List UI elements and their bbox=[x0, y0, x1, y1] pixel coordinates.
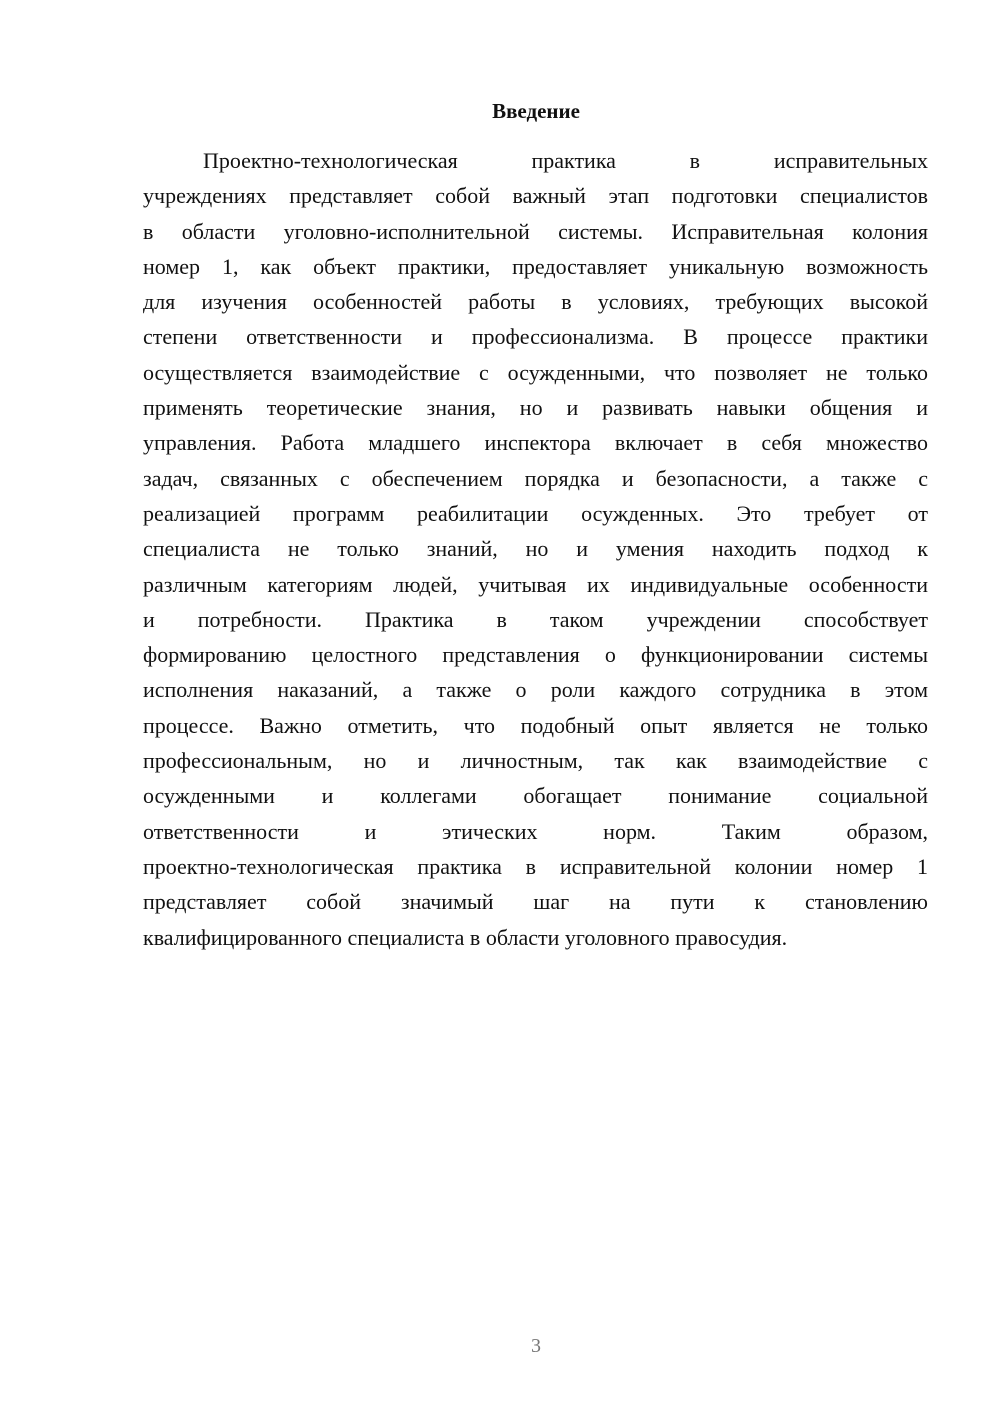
paragraph-line: для изучения особенностей работы в условиях, требующих высокой bbox=[143, 289, 928, 315]
page-number: 3 bbox=[531, 1335, 541, 1357]
paragraph-line: специалиста не только знаний, но и умения находить подход к bbox=[143, 536, 928, 562]
body-paragraph bbox=[143, 143, 928, 955]
paragraph-line: реализацией программ реабилитации осужденных. Это требует от bbox=[143, 500, 928, 526]
paragraph-line: представляет собой значимый шаг на пути к становлению bbox=[143, 889, 928, 915]
paragraph-line: степени ответственности и профессионализма. В процессе практики bbox=[143, 324, 928, 350]
paragraph-line: и потребности. Практика в таком учреждении способствует bbox=[143, 606, 928, 632]
paragraph-line: Проектно-технологическая практика в исправительных bbox=[203, 148, 928, 173]
section-heading: Введение bbox=[492, 99, 580, 123]
paragraph-line: осуществляется взаимодействие с осужденными, что позволяет не только bbox=[143, 359, 928, 385]
paragraph-line: проектно-технологическая практика в исправительной колонии номер 1 bbox=[143, 853, 928, 879]
paragraph-line: управления. Работа младшего инспектора включает в себя множество bbox=[143, 430, 928, 456]
paragraph-line: номер 1, как объект практики, предоставляет уникальную возможность bbox=[143, 253, 928, 279]
paragraph-line: различным категориям людей, учитывая их индивидуальные особенности bbox=[143, 571, 928, 597]
paragraph-line: в области уголовно-исполнительной системы. Исправительная колония bbox=[143, 218, 928, 244]
paragraph-line: ответственности и этических норм. Таким образом, bbox=[143, 818, 928, 844]
paragraph-line: учреждениях представляет собой важный этап подготовки специалистов bbox=[143, 183, 928, 209]
paragraph-line: профессиональным, но и личностным, так как взаимодействие с bbox=[143, 748, 928, 774]
paragraph-line: процессе. Важно отметить, что подобный опыт является не только bbox=[143, 712, 928, 738]
paragraph-line: исполнения наказаний, а также о роли каждого сотрудника в этом bbox=[143, 677, 928, 703]
paragraph-line: задач, связанных с обеспечением порядка и безопасности, а также с bbox=[143, 465, 928, 491]
paragraph-line: квалифицированного специалиста в области уголовного правосудия. bbox=[143, 924, 788, 950]
paragraph-line: применять теоретические знания, но и развивать навыки общения и bbox=[143, 395, 928, 421]
paragraph-line: осужденными и коллегами обогащает понимание социальной bbox=[143, 783, 928, 809]
paragraph-line: формированию целостного представления о функционировании системы bbox=[143, 642, 928, 668]
